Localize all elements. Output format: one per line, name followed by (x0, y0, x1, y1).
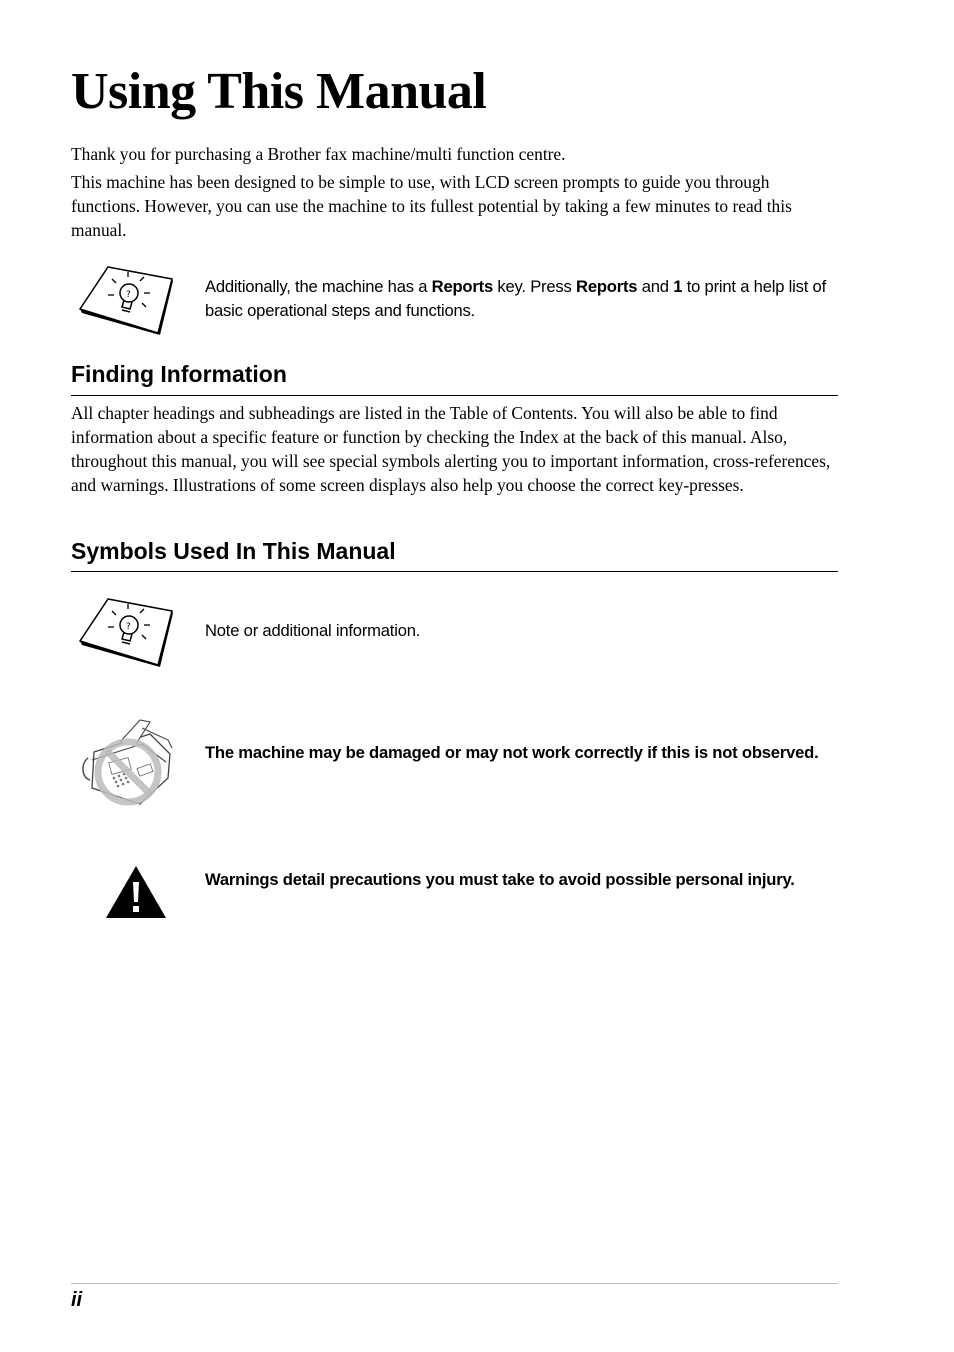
finding-information-heading: Finding Information (71, 361, 287, 387)
symbols-heading: Symbols Used In This Manual (71, 538, 396, 564)
svg-text:?: ? (126, 290, 131, 300)
page-number: ii (71, 1289, 83, 1311)
intro-paragraph-1: Thank you for purchasing a Brother fax machine/multi function centre. (71, 144, 566, 164)
reports-note-text: Additionally, the machine has a Reports key. Press Reports and 1 to print a help list of basic operational steps and functions. (205, 277, 826, 320)
prohibited-fax-machine-icon (80, 718, 176, 812)
symbol-caution-text: The machine may be damaged or may not work correctly if this is not observed. (205, 743, 819, 762)
symbol-warning-text: Warnings detail precautions you must take to avoid possible personal injury. (205, 870, 795, 889)
footer-divider (71, 1283, 838, 1284)
section-divider (71, 571, 838, 572)
symbol-note-text: Note or additional information. (205, 621, 421, 640)
warning-triangle-icon (104, 864, 168, 920)
svg-text:?: ? (126, 622, 131, 632)
lightbulb-note-icon (76, 263, 176, 335)
finding-information-body: All chapter headings and subheadings are listed in the Table of Contents. You will also be able to find information about a specific feature or function by checking the Index at the back of this manual. Also, throughout this manual, you will see special symbols alerting you to important information, cross-references, and warnings. Illustrations of some screen displays also help you choose the correct key-presses. (71, 403, 831, 495)
intro-paragraph-2: This machine has been designed to be simple to use, with LCD screen prompts to guide you through functions. However, you can use the machine to its fullest potential by taking a few minutes to read this manual. (71, 172, 792, 240)
lightbulb-note-icon (76, 595, 176, 667)
section-divider (71, 395, 838, 396)
page-title: Using This Manual (71, 63, 487, 120)
